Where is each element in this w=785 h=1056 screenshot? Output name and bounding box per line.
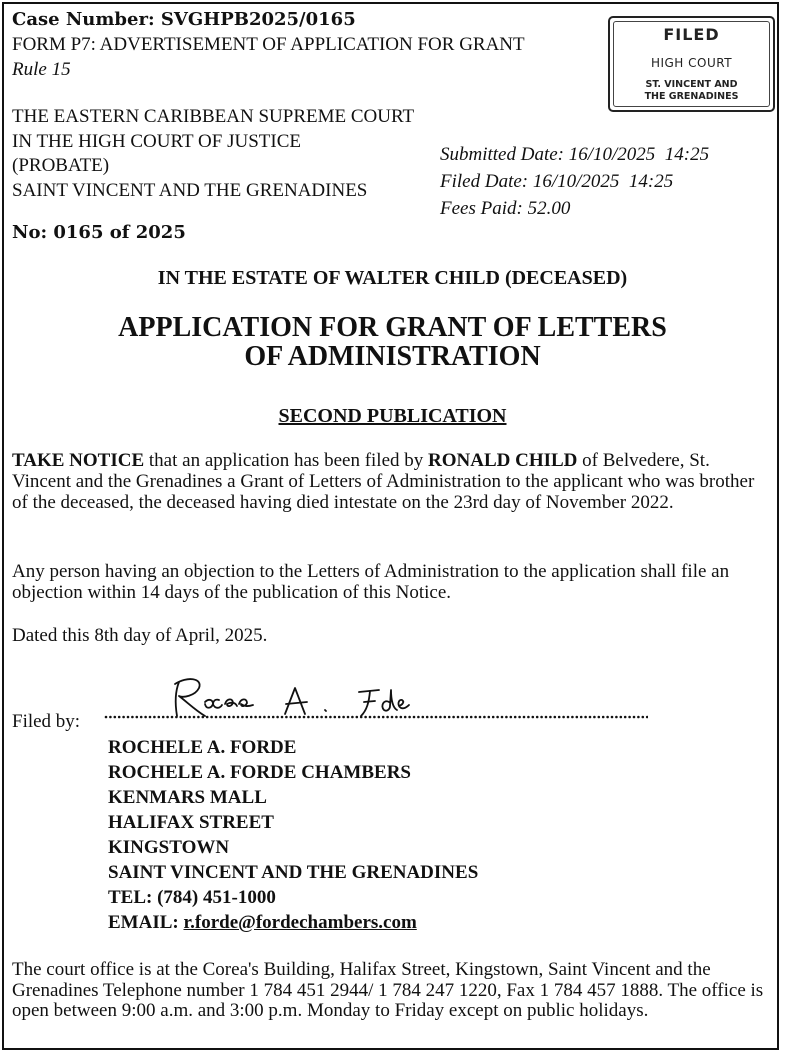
claim-number: No: 0165 of 2025 xyxy=(12,222,186,243)
signature-dot xyxy=(461,716,464,719)
dated-line: Dated this 8th day of April, 2025. xyxy=(12,625,268,646)
signature-dot xyxy=(558,716,561,719)
stamp-court: HIGH COURT xyxy=(650,56,733,70)
main-title-line-2: OF ADMINISTRATION xyxy=(244,341,541,372)
stamp-title: FILED xyxy=(663,25,720,44)
court-line-3: (PROBATE) xyxy=(12,155,110,176)
filer-email-link[interactable]: r.forde@fordechambers.com xyxy=(183,912,417,933)
signature-dot xyxy=(448,716,451,719)
court-block xyxy=(12,105,414,203)
signature-dot xyxy=(457,716,460,719)
filer-country: SAINT VINCENT AND THE GRENADINES xyxy=(108,862,479,883)
filer-street: HALIFAX STREET xyxy=(108,812,274,833)
signature-dot xyxy=(620,716,623,719)
filer-email-row xyxy=(108,910,478,935)
signature-dot xyxy=(435,716,438,719)
signature-dot xyxy=(602,716,605,719)
objection-paragraph: Any person having an objection to the Letters of Administration to the application shall file an objection within 14 days of the publication of this Notice. xyxy=(12,561,730,603)
court-office-footer: The court office is at the Corea's Building, Halifax Street, Kingstown, Saint Vincent and the Grenadines Telephone number 1 784 451 2944/ 1 784 247 1220, Fax 1 784 457 1888. The office is open between 9:00 a.m. and 3:00 p.m. Monday to Friday except on public holidays. xyxy=(12,959,764,1021)
signature-dot xyxy=(496,716,499,719)
signature-dot xyxy=(576,716,579,719)
filer-town: KINGSTOWN xyxy=(108,837,230,858)
signature-dot xyxy=(488,716,491,719)
signature-dot xyxy=(149,716,152,719)
submitted-date: Submitted Date: 16/10/2025 14:25 xyxy=(440,144,710,165)
filed-by-label: Filed by: xyxy=(12,711,81,732)
notice-text-1: that an application has been filed by xyxy=(144,450,429,471)
signature-dot xyxy=(105,716,108,719)
filer-name: ROCHELE A. FORDE xyxy=(108,737,297,758)
signature-dot xyxy=(593,716,596,719)
signature-dot xyxy=(158,716,161,719)
filer-chambers: ROCHELE A. FORDE CHAMBERS xyxy=(108,762,411,783)
case-number: Case Number: SVGHPB2025/0165 xyxy=(12,9,356,30)
main-title-line-1: APPLICATION FOR GRANT OF LETTERS xyxy=(118,312,667,343)
signature-dot xyxy=(540,716,543,719)
signature-dot xyxy=(514,716,517,719)
signature-dot xyxy=(466,716,469,719)
signature-dot xyxy=(584,716,587,719)
signature-dot xyxy=(109,716,112,719)
signature-dot xyxy=(589,716,592,719)
publication-heading: SECOND PUBLICATION xyxy=(278,405,507,427)
signature-dot xyxy=(523,716,526,719)
signature-dot xyxy=(518,716,521,719)
stamp-territory-line1: ST. VINCENT AND xyxy=(645,79,738,90)
signature-dot xyxy=(483,716,486,719)
signature-dot xyxy=(136,716,139,719)
signature-dot xyxy=(536,716,539,719)
notice-lead: TAKE NOTICE xyxy=(12,450,145,471)
signature-dot xyxy=(452,716,455,719)
court-line-2: IN THE HIGH COURT OF JUSTICE xyxy=(12,130,301,152)
filed-stamp xyxy=(608,16,775,112)
signature-dot xyxy=(637,716,640,719)
signature-dot xyxy=(532,716,535,719)
signature-dot xyxy=(624,716,627,719)
signature-dot xyxy=(571,716,574,719)
signature-dot xyxy=(510,716,513,719)
stamp-territory-line2: THE GRENADINES xyxy=(644,91,739,102)
signature-dot xyxy=(598,716,601,719)
main-title xyxy=(0,313,785,371)
signature-dot xyxy=(144,716,147,719)
form-title: FORM P7: ADVERTISEMENT OF APPLICATION FOR GRANT xyxy=(12,34,525,55)
court-line-4: SAINT VINCENT AND THE GRENADINES xyxy=(12,179,368,201)
notice-paragraph xyxy=(12,450,772,513)
signature-dot xyxy=(628,716,631,719)
signature-dot xyxy=(118,716,121,719)
filer-building: KENMARS MALL xyxy=(108,787,267,808)
signature-dot xyxy=(131,716,134,719)
court-line-1: THE EASTERN CARIBBEAN SUPREME COURT xyxy=(12,106,415,127)
signature-dot xyxy=(127,716,130,719)
signature-dot xyxy=(114,716,117,719)
signature-dot xyxy=(474,716,477,719)
signature-dot xyxy=(439,716,442,719)
signature-dot xyxy=(545,716,548,719)
signature-dot xyxy=(567,716,570,719)
signature-dot xyxy=(633,716,636,719)
notice-text-2: of Belvedere, St. Vincent and the Grenadines a Grant of Letters of Administration to the applicant who was brother of the deceased, the deceased having died intestate on the 23rd day of November 2022. xyxy=(12,450,755,513)
filer-email-label: EMAIL: xyxy=(108,912,184,933)
signature-dot xyxy=(527,716,530,719)
fees-paid: Fees Paid: 52.00 xyxy=(440,198,571,219)
signature-image xyxy=(165,672,435,726)
filer-telephone: TEL: (784) 451-1000 xyxy=(108,887,276,908)
signature-dot xyxy=(554,716,557,719)
signature-dot xyxy=(501,716,504,719)
filing-meta xyxy=(440,141,709,222)
signature-dot xyxy=(153,716,156,719)
signature-dot xyxy=(140,716,143,719)
signature-dot xyxy=(505,716,508,719)
estate-heading: IN THE ESTATE OF WALTER CHILD (DECEASED) xyxy=(157,267,628,289)
signature-dot xyxy=(549,716,552,719)
applicant-name: RONALD CHILD xyxy=(428,450,578,471)
signature-dot xyxy=(606,716,609,719)
signature-dot xyxy=(646,716,648,719)
signature-dot xyxy=(642,716,645,719)
filed-date: Filed Date: 16/10/2025 14:25 xyxy=(440,171,674,192)
signature-dot xyxy=(122,716,125,719)
signature-dot xyxy=(444,716,447,719)
signature-dot xyxy=(479,716,482,719)
signature-dot xyxy=(562,716,565,719)
signature-dot xyxy=(611,716,614,719)
signature-dot xyxy=(492,716,495,719)
signature-dot xyxy=(615,716,618,719)
signature-dot xyxy=(580,716,583,719)
signature-dot xyxy=(470,716,473,719)
rule-reference: Rule 15 xyxy=(12,59,71,80)
stamp-territory xyxy=(610,79,773,103)
filer-address xyxy=(108,735,478,935)
